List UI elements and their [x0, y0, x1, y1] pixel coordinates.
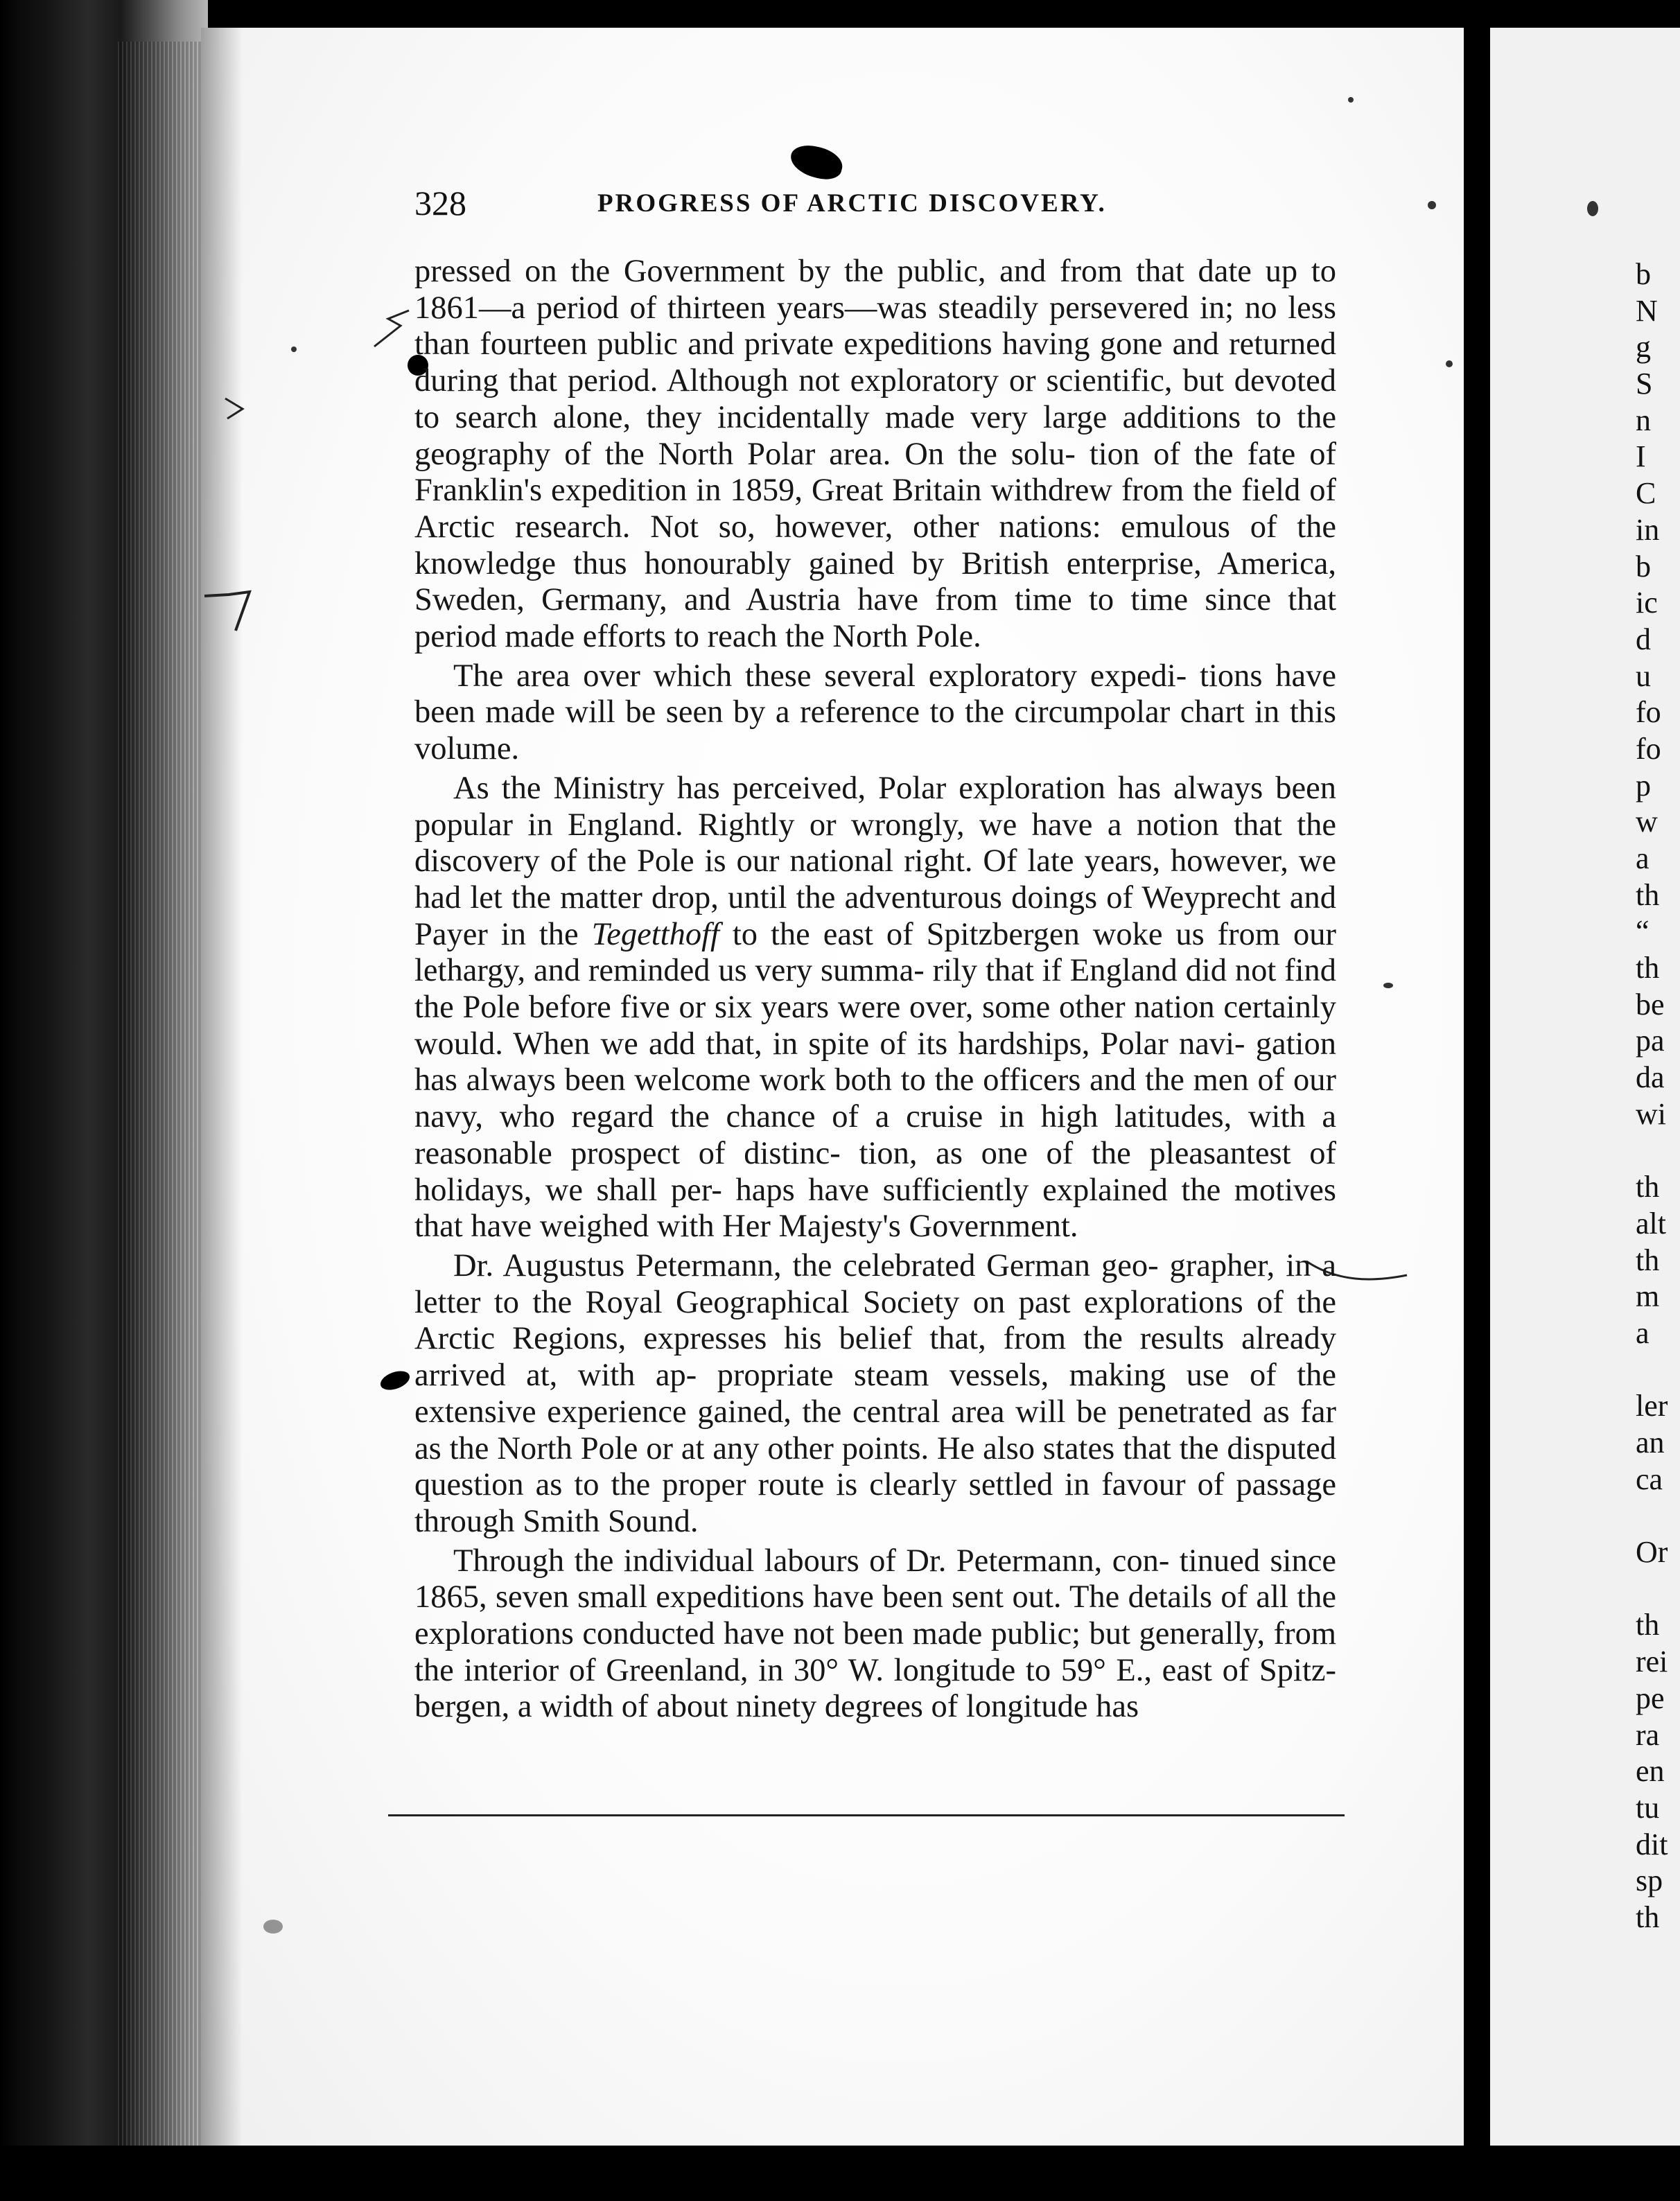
facing-page-fragment: th: [1636, 877, 1660, 912]
text-line: always been popular in England. Rightly or wrongly,: [414, 770, 1337, 843]
text-line: states that the disputed question as to the proper route is: [414, 1430, 1336, 1503]
facing-page-fragment: b: [1636, 549, 1651, 584]
facing-page-fragment: be: [1636, 987, 1665, 1021]
margin-pencil-mark: [360, 305, 416, 353]
text-line: six years were over, some other nation certainly would.: [414, 990, 1336, 1062]
scan-speck: [1428, 201, 1436, 209]
paragraph: [414, 771, 1336, 1245]
margin-pencil-mark: [201, 582, 263, 638]
facing-page-fragment: th: [1636, 951, 1660, 985]
paragraph: [414, 658, 1336, 768]
text-line: matter drop, until the adventurous doings of Weyprecht: [560, 879, 1281, 915]
facing-page-fragment: “: [1636, 914, 1650, 949]
text-line: Through the individual labours of Dr. Petermann, con-: [453, 1543, 1170, 1579]
facing-page-fragment: [1636, 1133, 1680, 1170]
facing-page-fragment: w: [1636, 805, 1658, 839]
text-line: and Payer in the Tegetthoff to the east of Spitzbergen: [414, 879, 1337, 952]
text-line: Greenland, in 30° W. longitude to 59° E., east of Spitz-: [606, 1652, 1336, 1688]
facing-page-fragment: rei: [1636, 1645, 1668, 1679]
text-line: tion, as one of the pleasantest of holidays, we shall per-: [414, 1135, 1337, 1208]
text-line: thus honourably gained by British enterprise, America,: [573, 545, 1336, 581]
paragraph: [414, 1543, 1336, 1726]
facing-page-fragments: [1636, 256, 1680, 1936]
facing-page-fragment: m: [1636, 1279, 1660, 1314]
text-line: When we add that, in spite of its hardships, Polar navi-: [513, 1026, 1245, 1062]
facing-page-fragment: C: [1636, 476, 1656, 511]
text-line: circumpolar chart in this volume.: [414, 694, 1337, 767]
text-line: expeditions having gone and returned during that period.: [414, 326, 1337, 399]
scan-speck: [1348, 97, 1354, 103]
text-line: search alone, they incidentally made very large additions: [455, 399, 1241, 435]
text-line: The area over which these several exploratory expedi-: [453, 658, 1187, 694]
text-line: haps have sufficiently explained the motives that have: [414, 1172, 1337, 1245]
facing-page-fragment: th: [1636, 1243, 1660, 1277]
scan-speck: [291, 347, 297, 352]
facing-page-fragment: g: [1636, 330, 1651, 365]
paragraph: [414, 1248, 1336, 1541]
text-line: date up to 1861—a period of thirteen years—was steadily: [414, 254, 1336, 326]
text-line: tion of the fate of Franklin's expedition in 1859, Great: [414, 436, 1336, 509]
facing-page-fragment: th: [1636, 1608, 1660, 1642]
text-line: weighed with Her Majesty's Government.: [539, 1209, 1078, 1245]
running-head: [409, 179, 1345, 227]
facing-page-fragment: ic: [1636, 586, 1658, 620]
text-line: clearly settled in favour of passage through Smith Sound.: [414, 1467, 1337, 1539]
facing-page-fragment: [1636, 1498, 1680, 1534]
facing-page-fragment: th: [1636, 1900, 1660, 1934]
text-line: since that period made efforts to reach the North Pole.: [414, 582, 1337, 655]
text-line: we have a notion that the discovery of the Pole is our: [414, 807, 1337, 879]
text-line: grapher, in a letter to the Royal Geographical Society on: [414, 1247, 1336, 1320]
facing-page-fragment: en: [1636, 1754, 1665, 1789]
facing-page-fragment: pa: [1636, 1024, 1665, 1058]
text-line: far as the North Pole or at any other points. He also: [414, 1394, 1336, 1466]
page-shadow: [201, 28, 243, 2146]
text-line: so, however, other nations: emulous of the knowledge: [414, 509, 1337, 581]
paragraph: [414, 254, 1336, 656]
text-line: in high latitudes, with a reasonable prospect of distinc-: [414, 1099, 1336, 1171]
book-gutter: [1464, 0, 1491, 2201]
strikethrough-line: [388, 1814, 1345, 1816]
facing-page-fragment: Or: [1636, 1535, 1668, 1570]
text-line: Although not exploratory or scientific, but devoted to: [414, 363, 1336, 435]
facing-page-fragment: b: [1636, 257, 1651, 291]
margin-pencil-mark: [222, 395, 250, 423]
scan-border: [0, 2146, 1680, 2201]
scan-speck: [1587, 201, 1598, 216]
facing-page-fragment: pe: [1636, 1681, 1665, 1715]
text-line: rily that if England did not find the Pole before five or: [414, 953, 1336, 1026]
facing-page-fragment: a: [1636, 1315, 1650, 1350]
text-line: As the Ministry has perceived, Polar exploration has: [453, 770, 1162, 806]
facing-page-fragment: u: [1636, 658, 1651, 693]
facing-page-fragment: th: [1636, 1170, 1660, 1204]
text-line: and the men of our navy, who regard the chance of a cruise: [414, 1062, 1337, 1135]
text-line: tions have been made will be seen by a reference to the: [414, 658, 1337, 730]
text-line: Dr. Augustus Petermann, the celebrated German geo-: [453, 1247, 1159, 1283]
text-line: gation has always been welcome work both to the officers: [414, 1026, 1336, 1098]
running-title: PROGRESS OF ARCTIC DISCOVERY.: [597, 189, 1107, 218]
text-line: belief that, from the results already arrived at, with ap-: [414, 1321, 1336, 1394]
page-edges: [118, 42, 208, 2148]
text-line: propriate steam vessels, making use of the extensive: [414, 1358, 1337, 1430]
scan-speck: [1446, 360, 1453, 367]
facing-page-fragment: tu: [1636, 1790, 1660, 1825]
facing-page-fragment: a: [1636, 841, 1650, 875]
facing-page-fragment: fo: [1636, 731, 1661, 766]
facing-page-fragment: I: [1636, 439, 1646, 474]
facing-page-fragment: ler: [1636, 1389, 1668, 1423]
facing-page-fragment: alt: [1636, 1206, 1666, 1240]
text-line: persevered in; no less than fourteen public and private: [414, 290, 1336, 362]
facing-page-fragment: dit: [1636, 1827, 1668, 1861]
text-line: woke us from our lethargy, and reminded us very summa-: [414, 916, 1336, 989]
scan-speck: [1383, 983, 1393, 988]
text-line: experience gained, the central area will be penetrated as: [547, 1394, 1290, 1430]
facing-page-fragment: ra: [1636, 1717, 1660, 1752]
facing-page-fragment: da: [1636, 1060, 1665, 1095]
text-line: not been made public; but generally, from the interior of: [414, 1616, 1337, 1688]
text-line: bergen, a width of about ninety degrees of longitude has: [414, 1689, 1139, 1725]
text-line: to the geography of the North Polar area. On the solu-: [414, 399, 1337, 472]
body-text: [414, 254, 1336, 1726]
facing-page-fragment: wi: [1636, 1096, 1666, 1131]
text-line: pressed on the Government by the public, and from that: [414, 254, 1184, 289]
facing-page-fragment: ca: [1636, 1462, 1663, 1496]
facing-page-fragment: [1636, 1352, 1680, 1389]
facing-page-fragment: p: [1636, 768, 1651, 803]
text-line: Sweden, Germany, and Austria have from time to time: [414, 582, 1189, 618]
facing-page-fragment: an: [1636, 1426, 1665, 1459]
page-number: 328: [414, 184, 466, 222]
facing-page-fragment: fo: [1636, 695, 1661, 730]
text-line: national right. Of late years, however, we had let the: [414, 843, 1336, 915]
text-line: past explorations of the Arctic Regions, expresses his: [414, 1284, 1336, 1357]
facing-page-fragment: N: [1636, 293, 1658, 328]
facing-page-fragment: [1636, 1571, 1680, 1608]
text-line: tinued since 1865, seven small expeditions have been sent: [414, 1543, 1336, 1615]
scan-speck: [263, 1920, 283, 1933]
facing-page-fragment: n: [1636, 403, 1651, 437]
facing-page-fragment: in: [1636, 512, 1660, 547]
facing-page-fragment: S: [1636, 367, 1653, 401]
text-line: Britain withdrew from the field of Arctic research. Not: [414, 473, 1336, 545]
facing-page-fragment: d: [1636, 622, 1651, 656]
text-line: out. The details of all the explorations conducted have: [414, 1579, 1337, 1652]
facing-page-fragment: sp: [1636, 1864, 1663, 1898]
